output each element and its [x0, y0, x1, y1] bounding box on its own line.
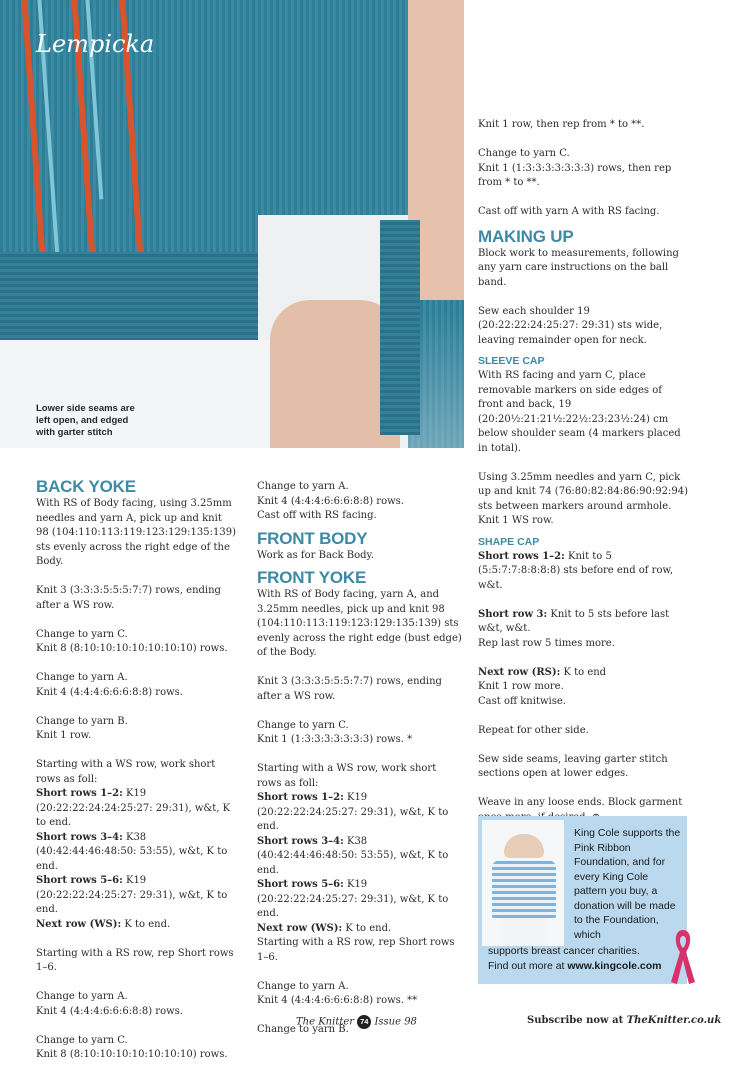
paragraph	[478, 471, 690, 529]
short-row	[36, 787, 236, 831]
line: Knit 1 row more.	[478, 681, 564, 692]
paragraph	[257, 980, 463, 1009]
paragraph: Repeat for other side.	[478, 724, 589, 736]
subscribe-site[interactable]: TheKnitter.co.uk	[626, 1015, 722, 1026]
line: Change to yarn A.	[36, 672, 128, 683]
label: Next row (WS):	[257, 922, 343, 934]
king-cole-ad[interactable]	[478, 816, 687, 984]
line: Starting with a WS row, work short rows as foll:	[257, 763, 437, 789]
model-head	[504, 834, 544, 858]
line: Knit 1 WS row.	[478, 515, 554, 526]
line: Cast off knitwise.	[478, 695, 566, 707]
back-yoke-heading: BACK YOKE	[36, 477, 136, 496]
line: Change to yarn A.	[257, 980, 349, 992]
paragraph	[36, 628, 236, 657]
ad-footer	[488, 944, 683, 973]
line: Knit 1 (1:3:3:3:3:3:3:3) rows. *	[257, 734, 413, 745]
line: Knit 8 (8:10:10:10:10:10:10:10) rows.	[36, 643, 228, 654]
label: Short rows 1–2:	[257, 792, 344, 803]
ad-link[interactable]: www.kingcole.com	[567, 959, 662, 972]
paragraph	[257, 480, 463, 524]
line: Change to yarn A.	[36, 991, 128, 1002]
text: K19 (20:22:22:24:25:27: 29:31), w&t, K to end.	[257, 879, 449, 919]
short-row	[257, 791, 463, 835]
model-sweater	[492, 860, 556, 918]
column-3	[478, 118, 690, 840]
line: Knit 4 (4:4:4:6:6:6:8:8) rows.	[257, 495, 404, 507]
paragraph	[36, 715, 236, 744]
short-row	[36, 874, 236, 918]
label: Next row (RS):	[478, 666, 561, 678]
text: K38 (40:42:44:46:48:50: 53:55), w&t, K to end.	[257, 835, 449, 876]
paragraph	[36, 990, 236, 1019]
label: Short rows 3–4:	[36, 831, 123, 843]
text: K to end.	[121, 918, 171, 930]
column-2	[257, 480, 463, 1052]
line: Weave in any loose ends. Block garment	[478, 797, 683, 808]
text: K19 (20:22:22:24:25:27: 29:31), w&t, K to end.	[257, 792, 449, 832]
text: K38 (40:42:44:46:48:50: 53:55), w&t, K to end.	[36, 831, 228, 872]
pattern-title: Lempicka	[36, 30, 155, 58]
short-row	[36, 831, 236, 875]
paragraph: Knit 3 (3:3:3:5:5:5:7:7) rows, ending after a WS row.	[36, 585, 221, 611]
front-yoke-heading: FRONT YOKE	[257, 568, 367, 587]
paragraph: With RS of Body facing, yarn A, and 3.25mm needles, pick up and knit 98 (104:110:113:119:123:129:135:139) sts evenly across the right edge (bust edge) of the Body.	[257, 589, 462, 658]
pattern-cover-image	[482, 820, 564, 946]
paragraph: With RS of Body facing, using 3.25mm needles and yarn A, pick up and knit 98 (104:110:113:119:123:129:135:139) sts evenly across the right edge of the Body.	[36, 498, 236, 567]
paragraph: With RS facing and yarn C, place removable markers on side edges of front and back, 19 (20:20½:21:21½:22½:23:23½:24) cm below shoulder seam (4 markers placed in total).	[478, 370, 681, 454]
label: Short rows 5–6:	[257, 879, 344, 890]
line: Using 3.25mm needles and yarn C, pick up and knit 74 (76:80:82:84:86:90:92:94) sts between markers around armhole.	[478, 471, 688, 512]
text: K19 (20:22:22:24:25:27: 29:31), w&t, K to end.	[36, 875, 228, 915]
line: Change to yarn C.	[36, 628, 128, 640]
page-number-badge: 74	[357, 1015, 371, 1029]
text: Knit to 5 sts before last w&t, w&t.	[478, 608, 670, 634]
short-row	[36, 918, 236, 933]
line: Knit 1 (1:3:3:3:3:3:3:3) rows, then rep from * to **.	[478, 162, 672, 188]
text: K to end	[560, 666, 607, 678]
front-body-heading: FRONT BODY	[257, 528, 368, 548]
ad-body: King Cole supports the Pink Ribbon Foundation, and for every King Cole pattern you buy, a donation will be made to the Foundation, which	[574, 827, 681, 941]
paragraph	[478, 147, 690, 191]
label: Short rows 3–4:	[257, 835, 344, 847]
instruction	[478, 550, 690, 594]
short-row	[257, 922, 463, 937]
line: Cast off with RS facing.	[257, 510, 377, 521]
line: Knit 4 (4:4:4:6:6:6:8:8) rows. **	[257, 995, 418, 1006]
label: Short rows 1–2:	[478, 550, 565, 562]
paragraph	[257, 762, 463, 791]
paragraph	[36, 758, 236, 787]
issue-number: Issue 98	[374, 1016, 417, 1028]
ad-link-prefix: Find out more at	[488, 959, 568, 972]
line: Change to yarn A.	[257, 481, 349, 492]
line: Starting with a WS row, work short rows as foll:	[36, 759, 216, 785]
paragraph: Block work to measurements, following any yarn care instructions on the ball band.	[478, 247, 679, 288]
line: Rep last row 5 times more.	[478, 637, 615, 649]
paragraph	[257, 719, 463, 748]
shape-cap-heading: SHAPE CAP	[478, 535, 540, 548]
line: Change to yarn C.	[478, 148, 570, 159]
paragraph: Work as for Back Body.	[257, 549, 375, 561]
label: Short row 3:	[478, 608, 548, 620]
label: Short rows 1–2:	[36, 788, 123, 799]
line: Knit 8 (8:10:10:10:10:10:10:10) rows.	[36, 1049, 228, 1060]
instruction	[478, 666, 690, 710]
text: K to end.	[342, 922, 392, 934]
model-trousers	[500, 918, 548, 946]
line: Change to yarn C.	[257, 719, 349, 731]
paragraph: Knit 3 (3:3:3:5:5:5:7:7) rows, ending after a WS row.	[257, 676, 442, 702]
line: Knit 1 row.	[36, 730, 92, 741]
paragraph: Knit 1 row, then rep from * to **.	[478, 119, 645, 130]
pink-ribbon-icon	[668, 926, 698, 986]
instruction	[478, 608, 690, 652]
text: K19 (20:22:22:24:24:25:27: 29:31), w&t, K to end.	[36, 788, 231, 828]
photo-caption: Lower side seams are left open, and edged with garter stitch	[36, 403, 135, 438]
paragraph: Sew each shoulder 19 (20:22:22:24:25:27: 29:31) sts wide, leaving remainder open for neck.	[478, 305, 663, 346]
line: Knit 4 (4:4:4:6:6:6:8:8) rows.	[36, 1005, 183, 1017]
short-row	[257, 878, 463, 922]
line: Change to yarn B.	[36, 715, 128, 727]
magazine-name: The Knitter	[296, 1016, 355, 1028]
text: Knit to 5 (5:5:7:7:8:8:8:8) sts before end of row, w&t.	[478, 550, 674, 591]
label: Next row (WS):	[36, 918, 122, 930]
paragraph	[36, 671, 236, 700]
line: Change to yarn C.	[36, 1034, 128, 1046]
label: Short rows 5–6:	[36, 875, 123, 886]
footer-magazine	[296, 1015, 417, 1029]
paragraph: Starting with a RS row, rep Short rows 1–6.	[36, 947, 234, 973]
subscribe-prefix: Subscribe now at	[527, 1015, 627, 1026]
ad-line: supports breast cancer charities.	[488, 945, 640, 957]
line: Knit 4 (4:4:4:6:6:6:8:8) rows.	[36, 686, 183, 698]
making-up-heading: MAKING UP	[478, 226, 574, 246]
paragraph: Cast off with yarn A with RS facing.	[478, 206, 660, 217]
short-row	[257, 835, 463, 879]
paragraph: Change to yarn B.	[257, 1024, 349, 1035]
paragraph: Sew side seams, leaving garter stitch sections open at lower edges.	[478, 753, 668, 779]
garment-photo	[0, 0, 464, 448]
garter-side-edge	[380, 220, 420, 435]
column-1	[36, 476, 236, 1077]
sleeve-cap-heading: SLEEVE CAP	[478, 355, 545, 367]
paragraph: Starting with a RS row, rep Short rows 1–6.	[257, 937, 455, 963]
footer-subscribe	[527, 1015, 721, 1026]
ad-line	[488, 959, 683, 974]
paragraph	[36, 1034, 236, 1063]
